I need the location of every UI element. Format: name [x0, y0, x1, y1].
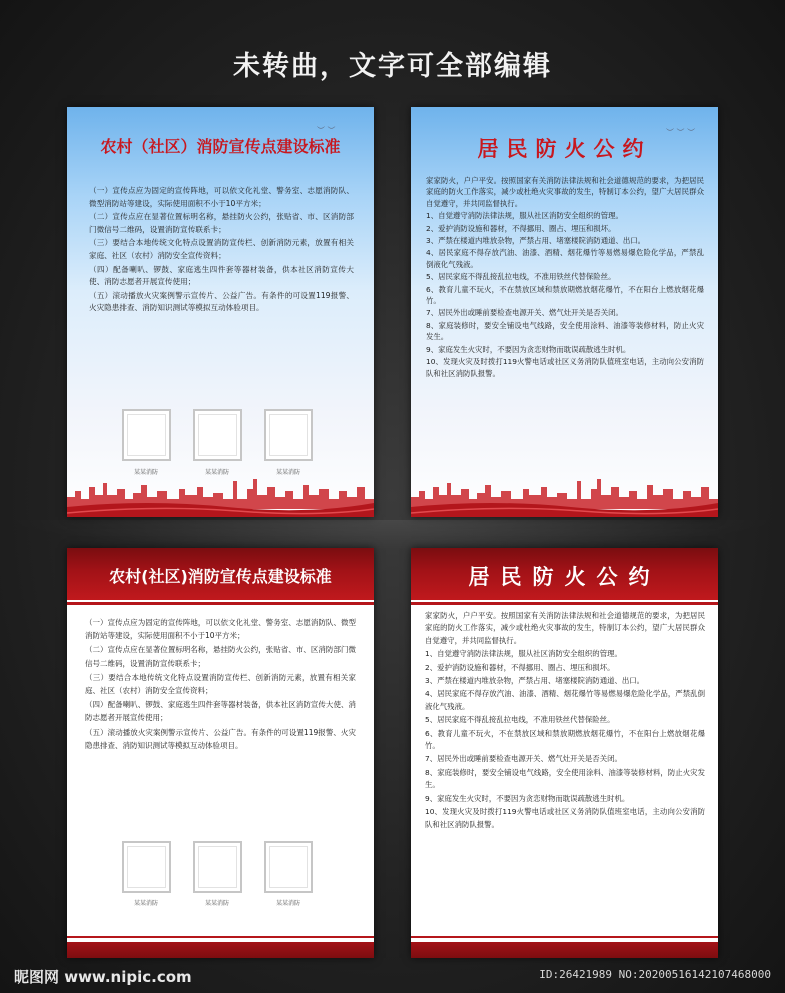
paragraph: 4、居民家庭不得存放汽油、油漆、酒精、烟花爆竹等易燃易爆危险化学品，严禁乱倒液化气残液。: [425, 689, 705, 711]
birds-icon: ︶ ︶ ︶: [666, 128, 696, 137]
paragraph: 5、居民家庭不得乱接乱拉电线，不准用铁丝代替保险丝。: [426, 272, 616, 282]
paragraph: 6、教育儿童不玩火，不在禁放区域和禁放期燃放烟花爆竹，不在阳台上燃放烟花爆竹。: [426, 284, 704, 306]
headline: 未转曲，文字可全部编辑: [233, 51, 552, 82]
paragraph: 4、居民家庭不得存放汽油、油漆、酒精、烟花爆竹等易燃易爆危险化学品，严禁乱倒液化气残液。: [426, 248, 704, 269]
paragraph: 10、发现火灾及时拨打119火警电话或社区义务消防队值班室电话，主动向公安消防队和社区消防队报警。: [426, 357, 704, 378]
poster-body: [425, 610, 705, 832]
poster-standards-red: [67, 548, 374, 958]
paragraph: （二）宣传点应在显著位置标明名称，悬挂防火公约，张贴省、市、区消防部门微信号二维码，设置消防宣传联系卡；: [89, 212, 354, 234]
photo-label: 某某消防: [133, 469, 158, 476]
poster-convention-sky: [411, 107, 718, 517]
paragraph: 2、爱护消防设施和器材，不得挪用、圈占、埋压和损坏。: [425, 662, 615, 672]
photo-label: 某某消防: [275, 469, 300, 476]
poster-title: 农村（社区）消防宣传点建设标准: [100, 137, 341, 156]
paragraph: 家家防火，户户平安。按照国家有关消防法律法规和社会道德规范的要求，为把居民家庭的防火工作落实，减少或杜绝火灾事故的发生，特制订本公约，望广大居民群众自觉遵守，并共同监督执行。: [425, 611, 705, 645]
poster-title: 农村(社区)消防宣传点建设标准: [109, 567, 332, 586]
paragraph: 6、教育儿童不玩火，不在禁放区域和禁放期燃放烟花爆竹，不在阳台上燃放烟花爆竹。: [425, 728, 705, 751]
paragraph: （四）配备喇叭、锣鼓、家庭逃生四件套等器材装备，供本社区消防宣传大使、消防志愿者开展宣传使用；: [89, 264, 354, 287]
paragraph: 1、自觉遵守消防法律法规，服从社区消防安全组织的管理。: [426, 211, 623, 221]
paragraph: 9、家庭发生火灾时，不要因为贪恋财物而耽误疏散逃生时机。: [425, 793, 630, 803]
poster-title: 居民防火公约: [477, 137, 652, 161]
paragraph: 7、居民外出或睡前要检查电源开关、燃气灶开关是否关闭。: [425, 754, 622, 764]
birds-icon: ︶ ︶: [317, 126, 336, 135]
site-watermark: 昵图网 www.nipic.com: [14, 968, 192, 986]
paragraph: 3、严禁在楼道内堆放杂物，严禁占用、堵塞楼院消防通道、出口。: [426, 236, 646, 246]
paragraph: 家家防火，户户平安。按照国家有关消防法律法规和社会道德规范的要求，为把居民家庭的防火工作落实，减少或杜绝火灾事故的发生，特制订本公约，望广大居民群众自觉遵守，并共同监督执行。: [426, 176, 704, 208]
poster-body: [89, 185, 354, 316]
paragraph: 2、爱护消防设施和器材，不得挪用、圈占、埋压和损坏。: [426, 223, 616, 233]
paragraph: 9、家庭发生火灾时，不要因为贪恋财物而耽误疏散逃生时机。: [426, 344, 631, 354]
photo-placeholder: [122, 841, 171, 893]
paragraph: （三）要结合本地传统文化特点设置消防宣传栏、创新消防元素，放置有相关家庭、社区（农村）消防安全宣传资料；: [89, 238, 354, 260]
poster-standards-sky: [67, 107, 374, 517]
photo-placeholder: [193, 409, 242, 461]
photo-label: 某某消防: [275, 900, 300, 907]
photo-placeholder: [264, 841, 313, 893]
photo-label: 某某消防: [133, 900, 158, 907]
paragraph: 5、居民家庭不得乱接乱拉电线，不准用铁丝代替保险丝。: [425, 715, 615, 725]
paragraph: 3、严禁在楼道内堆放杂物，严禁占用、堵塞楼院消防通道、出口。: [425, 676, 645, 686]
paragraph: 10、发现火灾及时拨打119火警电话或社区义务消防队值班室电话，主动向公安消防队和社区消防队报警。: [425, 807, 705, 829]
paragraph: （五）滚动播放火灾案例警示宣传片、公益广告。有条件的可设置119报警、火灾隐患排查、消防知识测试等模拟互动体验项目。: [85, 727, 356, 750]
city-skyline-icon: [67, 469, 374, 517]
floor-reflection: [0, 520, 785, 550]
paragraph: （二）宣传点应在显著位置标明名称，悬挂防火公约，张贴省、市、区消防部门微信号二维码，设置消防宣传联系卡；: [85, 645, 356, 668]
poster-footer: [67, 942, 374, 958]
photo-label: 某某消防: [204, 469, 229, 476]
paragraph: 1、自觉遵守消防法律法规，服从社区消防安全组织的管理。: [425, 649, 622, 659]
poster-body: [85, 616, 356, 753]
poster-body: [426, 175, 704, 380]
paragraph: （五）滚动播放火灾案例警示宣传片、公益广告。有条件的可设置119报警、火灾隐患排查、消防知识测试等模拟互动体验项目。: [89, 290, 354, 313]
paragraph: （一）宣传点应为固定的宣传阵地，可以依文化礼堂、警务室、志愿消防队、微型消防站等建设，实际使用面积不小于10平方米；: [85, 618, 356, 641]
paragraph: 8、家庭装修时，要安全铺设电气线路，安全使用涂料、油漆等装修材料，防止火灾发生。: [425, 767, 705, 790]
poster-title: 居民防火公约: [468, 565, 661, 589]
photo-placeholder: [264, 409, 313, 461]
paragraph: 7、居民外出或睡前要检查电源开关、燃气灶开关是否关闭。: [426, 308, 623, 318]
paragraph: 8、家庭装修时，要安全铺设电气线路，安全使用涂料、油漆等装修材料，防止火灾发生。: [426, 320, 704, 342]
poster-footer: [411, 942, 718, 958]
photo-label: 某某消防: [204, 900, 229, 907]
image-id-watermark: ID:26421989 NO:20200516142107468000: [539, 968, 771, 981]
photo-placeholder: [193, 841, 242, 893]
poster-convention-red: [411, 548, 718, 958]
paragraph: （四）配备喇叭、锣鼓、家庭逃生四件套等器材装备，供本社区消防宣传大使、消防志愿者开展宣传使用；: [85, 700, 356, 723]
city-skyline-icon: [411, 469, 718, 517]
paragraph: （三）要结合本地传统文化特点设置消防宣传栏、创新消防元素，放置有相关家庭、社区（农村）消防安全宣传资料；: [85, 672, 356, 696]
paragraph: （一）宣传点应为固定的宣传阵地，可以依文化礼堂、警务室、志愿消防队、微型消防站等建设，实际使用面积不小于10平方米；: [89, 186, 354, 208]
photo-placeholder: [122, 409, 171, 461]
